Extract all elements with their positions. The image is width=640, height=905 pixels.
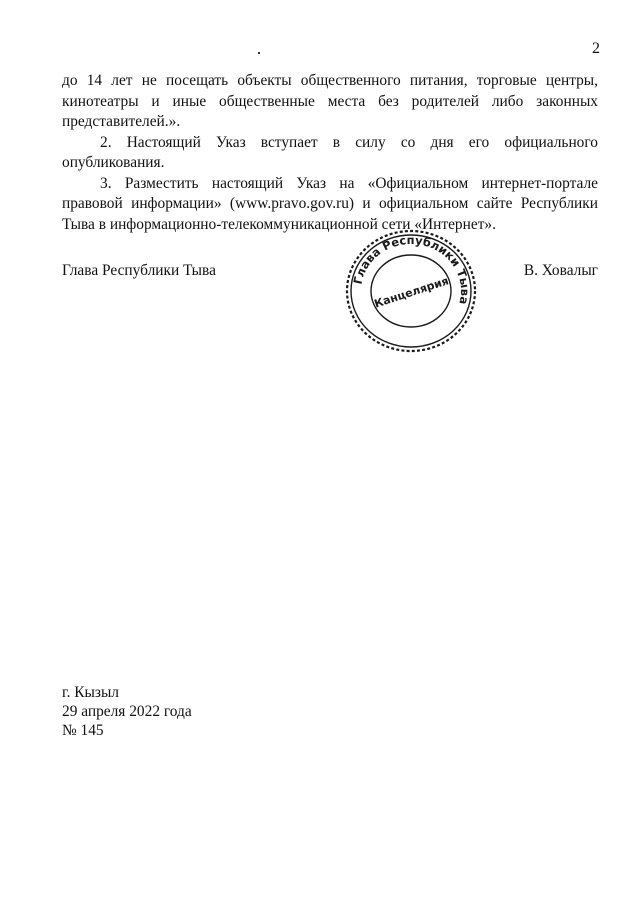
signatory-title: Глава Республики Тыва bbox=[62, 262, 216, 279]
paragraph-2: 2. Настоящий Указ вступает в силу со дня его официального опубликования. bbox=[62, 133, 598, 171]
footer-city: г. Кызыл bbox=[62, 684, 119, 701]
stamp-center-text: Канцелярия bbox=[372, 274, 451, 311]
paragraph-continuation: до 14 лет не посещать объекты общественного питания, торговые центры, кинотеатры и иные общественные места без родителей либо законных представителей.». bbox=[62, 72, 598, 130]
document-footer bbox=[62, 683, 192, 740]
scan-speck bbox=[258, 52, 260, 54]
page-number: 2 bbox=[592, 40, 600, 57]
document-body bbox=[62, 71, 598, 235]
paragraph-3: 3. Разместить настоящий Указ на «Официальном интернет-портале правовой информации» (www.pravo.gov.ru) и официальном сайте Республики Тыва в информационно-телекоммуникационной сети «Интернет». bbox=[62, 174, 598, 233]
footer-date: 29 апреля 2022 года bbox=[62, 703, 192, 720]
footer-number: № 145 bbox=[62, 722, 104, 739]
official-stamp-seal bbox=[344, 228, 478, 354]
signatory-name: В. Ховалыг bbox=[523, 262, 598, 279]
stamp-outer-textpath: Глава Республики Тыва bbox=[350, 232, 473, 306]
signature-block bbox=[62, 262, 598, 286]
